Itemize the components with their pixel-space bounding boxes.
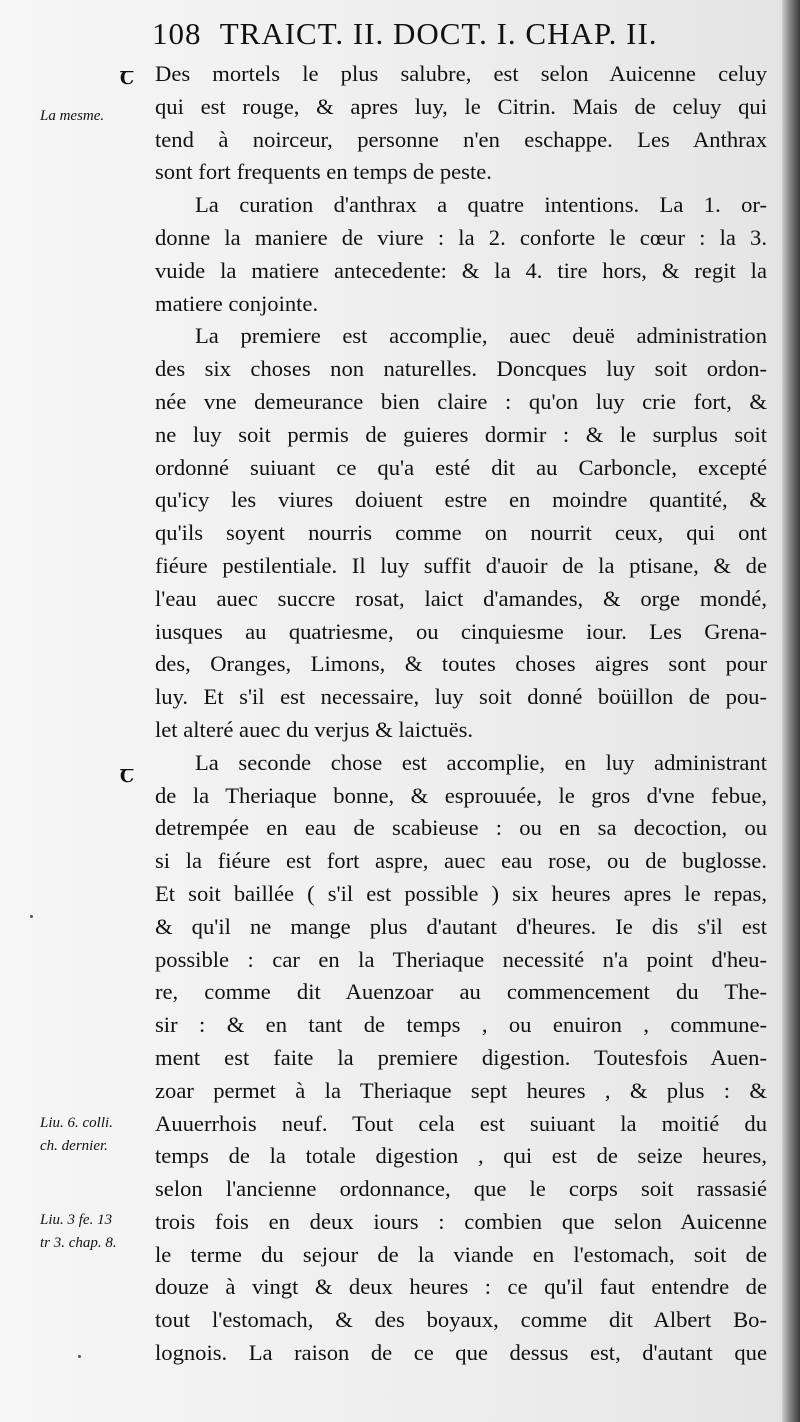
margin-note: Liu. 6. colli. — [40, 1115, 113, 1131]
text-line: donne la maniere de viure : la 2. conforte le cœur : la 3. — [155, 224, 767, 250]
text-line: matiere conjointe. — [155, 290, 319, 316]
ink-speck — [30, 915, 33, 918]
text-line: des, Oranges, Limons, & toutes choses aigres sont pour — [155, 651, 767, 677]
text-line: l'eau auec succre rosat, laict d'amandes, & orge mondé, — [155, 585, 767, 611]
running-title: TRAICT. II. DOCT. I. CHAP. II. — [219, 16, 658, 51]
text-line: tout l'estomach, & des boyaux, comme dit Albert Bo- — [155, 1307, 767, 1333]
text-line: vuide la matiere antecedente: & la 4. tire hors, & regit la — [155, 257, 767, 283]
body-text — [155, 58, 767, 1370]
text-line: qui est rouge, & apres luy, le Citrin. Mais de celuy qui — [155, 93, 767, 119]
text-line: La curation d'anthrax a quatre intentions. La 1. or- — [195, 192, 767, 218]
page-gutter — [782, 0, 800, 1422]
text-line: & qu'il ne mange plus d'autant d'heures. Ie dis s'il est — [155, 913, 767, 939]
text-line: zoar permet à la Theriaque sept heures , & plus : & — [155, 1077, 767, 1103]
text-line: detrempée en eau de scabieuse : ou en sa decoction, ou — [155, 815, 767, 841]
text-line: de la Theriaque bonne, & esprouuée, le gros d'vne febue, — [155, 782, 767, 808]
page-number: 108 — [152, 16, 202, 51]
text-line: ne luy soit permis de guieres dormir : & le surplus soit — [155, 421, 767, 447]
text-line: le terme du sejour de la viande en l'estomach, soit de — [155, 1241, 767, 1267]
text-line: La seconde chose est accomplie, en luy administrant — [195, 749, 767, 775]
text-line: sir : & en tant de temps , ou enuiron , commune- — [155, 1012, 767, 1038]
text-line: ordonné suiuant ce qu'a esté dit au Carboncle, excepté — [155, 454, 767, 480]
text-line: ment est faite la premiere digestion. Toutesfois Auen- — [155, 1044, 767, 1070]
text-line: selon l'ancienne ordonnance, que le corps soit rassasié — [155, 1176, 767, 1202]
text-line: iusques au quatriesme, ou cinquiesme iour. Les Grena- — [155, 618, 767, 644]
paragraph-mark-icon: Ꞇ — [119, 68, 135, 89]
text-line: des six choses non naturelles. Doncques luy soit ordon- — [155, 356, 767, 382]
text-line: Des mortels le plus salubre, est selon Auicenne celuy — [155, 61, 767, 86]
text-line: let alteré auec du verjus & laictuës. — [155, 716, 474, 742]
text-line: tend à noirceur, personne n'en eschappe. Les Anthrax — [155, 126, 767, 152]
ink-speck — [78, 1355, 81, 1358]
text-line: temps de la totale digestion , qui est de seize heures, — [155, 1143, 767, 1169]
margin-note: tr 3. chap. 8. — [40, 1235, 117, 1251]
text-line: sont fort frequents en temps de peste. — [155, 159, 492, 185]
text-line: douze à vingt & deux heures : ce qu'il faut entendre de — [155, 1274, 767, 1300]
paragraph-mark-icon: Ꞇ — [119, 766, 135, 787]
text-line: fiéure pestilentiale. Il luy suffit d'auoir de la ptisane, & de — [155, 552, 767, 578]
text-line: qu'icy les viures doiuent estre en moindre quantité, & — [155, 487, 767, 513]
text-line: possible : car en la Theriaque necessité n'a point d'heu- — [155, 946, 767, 972]
text-line: qu'ils soyent nourris comme on nourrit ceux, qui ont — [155, 520, 767, 546]
margin-note: Liu. 3 fe. 13 — [40, 1212, 113, 1228]
margin-note: La mesme. — [40, 108, 105, 124]
text-line: Auuerrhois neuf. Tout cela est suiuant la moitié du — [155, 1110, 767, 1136]
running-header — [152, 16, 752, 60]
text-line: née vne demeurance bien claire : qu'on luy crie fort, & — [155, 388, 767, 414]
text-line: lognois. La raison de ce que dessus est, d'autant que — [155, 1340, 767, 1366]
margin-note: ch. dernier. — [40, 1138, 108, 1154]
text-line: La premiere est accomplie, auec deuë administration — [195, 323, 767, 349]
text-line: trois fois en deux iours : combien que selon Auicenne — [155, 1208, 767, 1234]
text-line: si la fiéure est fort aspre, auec eau rose, ou de buglosse. — [155, 848, 767, 874]
text-line: luy. Et s'il est necessaire, luy soit donné boüillon de pou- — [155, 684, 767, 710]
text-line: Et soit baillée ( s'il est possible ) six heures apres le repas, — [155, 880, 767, 906]
text-line: re, comme dit Auenzoar au commencement du The- — [155, 979, 767, 1005]
